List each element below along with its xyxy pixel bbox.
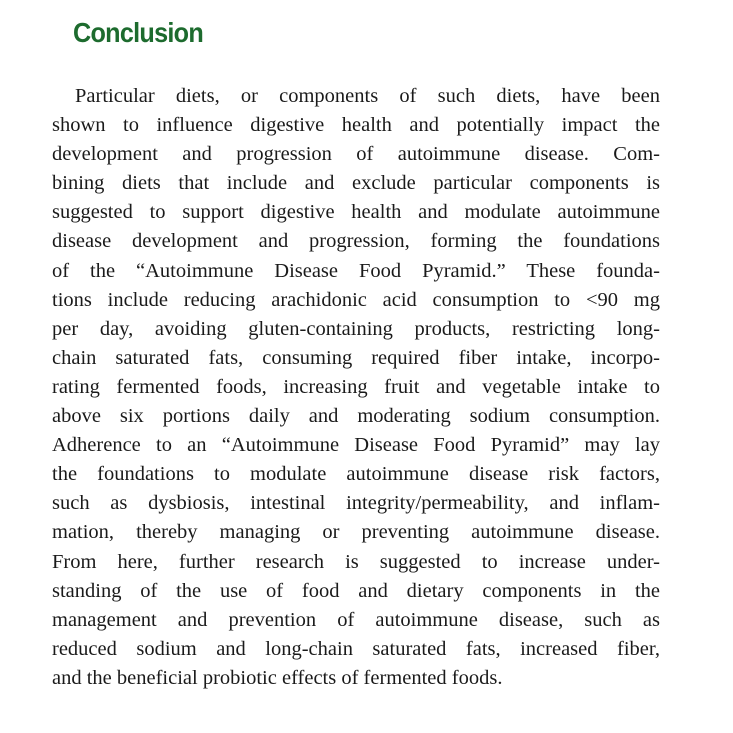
paragraph-line: management and prevention of autoimmune disease, such as (52, 608, 660, 631)
paragraph-line: From here, further research is suggested to increase under- (52, 550, 660, 573)
conclusion-paragraph (52, 82, 660, 693)
paragraph-line: bining diets that include and exclude particular components is (52, 172, 660, 195)
paragraph-line: tions include reducing arachidonic acid consumption to <90 mg (52, 288, 660, 311)
paragraph-line: reduced sodium and long-chain saturated fats, increased fiber, (52, 637, 660, 660)
paragraph-line: Particular diets, or components of such diets, have been (75, 85, 660, 107)
paragraph-line: standing of the use of food and dietary components in the (52, 579, 660, 602)
paragraph-line: shown to influence digestive health and potentially impact the (52, 114, 660, 137)
paragraph-line: per day, avoiding gluten-containing products, restricting long- (52, 317, 660, 340)
section-heading: Conclusion (73, 17, 204, 48)
paragraph-line: above six portions daily and moderating sodium consumption. (52, 405, 660, 428)
paragraph-line: Adherence to an “Autoimmune Disease Food Pyramid” may lay (52, 434, 660, 457)
paragraph-line: such as dysbiosis, intestinal integrity/permeability, and inflam- (52, 492, 660, 515)
paragraph-line: rating fermented foods, increasing fruit and vegetable intake to (52, 375, 660, 398)
paragraph-line: development and progression of autoimmune disease. Com- (52, 143, 660, 166)
paragraph-line: chain saturated fats, consuming required fiber intake, incorpo- (52, 346, 660, 369)
paragraph-line: of the “Autoimmune Disease Food Pyramid.” These founda- (52, 259, 660, 282)
paragraph-line: mation, thereby managing or preventing autoimmune disease. (52, 521, 660, 544)
paragraph-line: suggested to support digestive health and modulate autoimmune (52, 201, 660, 224)
paragraph-line: disease development and progression, forming the foundations (52, 230, 660, 253)
paragraph-line: and the beneficial probiotic effects of fermented foods. (52, 666, 503, 689)
paragraph-line: the foundations to modulate autoimmune disease risk factors, (52, 463, 660, 486)
